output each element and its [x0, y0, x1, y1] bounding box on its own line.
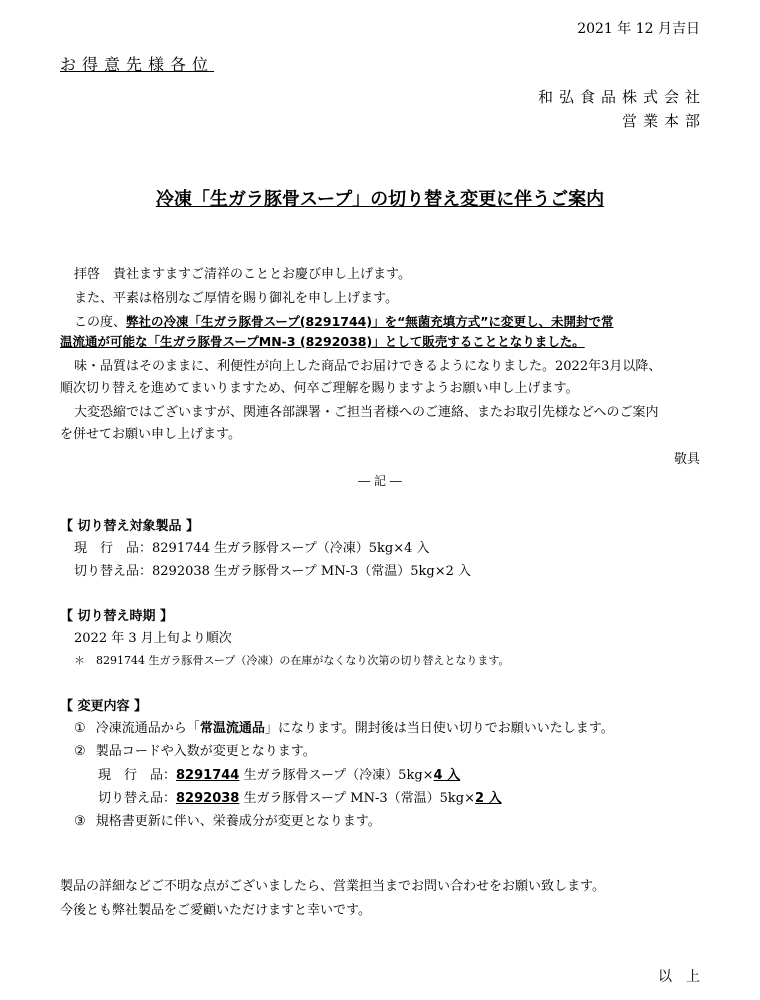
announcement-bold-2: 温流通が可能な「生ガラ豚骨スープMN-3 (8292038)」として販売することとなりました。 — [60, 334, 585, 349]
change-current-name: 生ガラ豚骨スープ（冷凍）5kg× — [239, 768, 434, 783]
department-name: 営業本部 — [621, 112, 706, 130]
footer-line-2: 今後とも弊社製品をご愛顧いただけますと幸いです。 — [60, 903, 371, 918]
change-new-name: 生ガラ豚骨スープ MN-3（常温）5kg× — [239, 791, 476, 806]
document-title: 冷凍「生ガラ豚骨スープ」の切り替え変更に伴うご案内 — [155, 189, 605, 210]
change-item-1-pre: 冷凍流通品から「 — [95, 721, 200, 736]
change-item-3-number: ③ — [74, 814, 86, 829]
change-current-row — [98, 765, 460, 787]
current-product-label: 現 行 品 — [74, 541, 140, 556]
ki-separator: ― 記 ― — [358, 474, 402, 488]
issue-date: 2021 年 12 月吉日 — [577, 21, 700, 37]
quality-line-1: 味・品質はそのままに、利便性が向上した商品でお届けできるようになりました。2022年3月以降、 — [74, 359, 662, 374]
footer-line-1: 製品の詳細などご不明な点がございましたら、営業担当までお問い合わせをお願い致します。 — [60, 879, 605, 894]
change-current-label: 現 行 品： — [98, 768, 177, 783]
closing-keigu: 敬具 — [673, 452, 700, 467]
change-item-1-bold: 常温流通品 — [199, 721, 265, 736]
announcement-bold-1: 弊社の冷凍「生ガラ豚骨スープ(8291744)」を“無菌充填方式”に変更し、未開封で常 — [126, 314, 614, 329]
change-new-qty: 2 入 — [475, 791, 502, 806]
change-item-1-post: 」になります。開封後は当日使い切りでお願いいたします。 — [264, 721, 614, 736]
change-item-2 — [74, 741, 316, 763]
change-item-2-number: ② — [74, 744, 86, 759]
change-item-1 — [74, 718, 614, 740]
change-item-3-text: 規格書更新に伴い、栄養成分が変更となります。 — [95, 814, 381, 829]
change-current-code: 8291744 — [176, 768, 240, 783]
change-new-code: 8292038 — [176, 791, 240, 806]
change-new-row — [98, 788, 502, 810]
change-item-1-number: ① — [74, 721, 86, 736]
request-line-2: を併せてお願い申し上げます。 — [60, 427, 241, 442]
announcement-prefix: この度、 — [74, 315, 127, 330]
closing-ijou: 以 上 — [658, 969, 700, 985]
request-line-1: 大変恐縮ではございますが、関連各部課署・ご担当者様へのご連絡、またお取引先様などへのご案内 — [74, 405, 659, 420]
timing-text: 2022 年 3 月上旬より順次 — [74, 631, 232, 646]
section-timing-heading: 【 切り替え時期 】 — [60, 609, 174, 624]
current-product-row — [74, 538, 430, 560]
current-product-value: ：8291744 生ガラ豚骨スープ（冷凍）5kg×4 入 — [139, 541, 430, 556]
quality-line-2: 順次切り替えを進めてまいりますため、何卒ご理解を賜りますようお願い申し上げます。 — [60, 381, 579, 396]
timing-note: ＊ 8291744 生ガラ豚骨スープ（冷凍）の在庫がなくなり次第の切り替えとなります。 — [74, 654, 510, 667]
change-item-3 — [74, 811, 381, 833]
change-current-qty: 4 入 — [433, 768, 461, 783]
addressee: お得意先様各位 — [60, 55, 215, 74]
section-products-heading: 【 切り替え対象製品 】 — [60, 519, 200, 534]
greeting-line: 拝啓 貴社ますますご清祥のこととお慶び申し上げます。 — [74, 267, 411, 282]
change-item-2-text: 製品コードや入数が変更となります。 — [95, 744, 316, 759]
new-product-label: 切り替え品 — [74, 564, 140, 579]
new-product-row — [74, 561, 471, 583]
new-product-value: ：8292038 生ガラ豚骨スープ MN-3（常温）5kg×2 入 — [139, 564, 471, 579]
change-new-label: 切り替え品： — [98, 791, 177, 806]
thanks-line: また、平素は格別なご厚情を賜り御礼を申し上げます。 — [74, 291, 398, 306]
company-name: 和弘食品株式会社 — [537, 88, 706, 106]
section-changes-heading: 【 変更内容 】 — [60, 699, 148, 714]
